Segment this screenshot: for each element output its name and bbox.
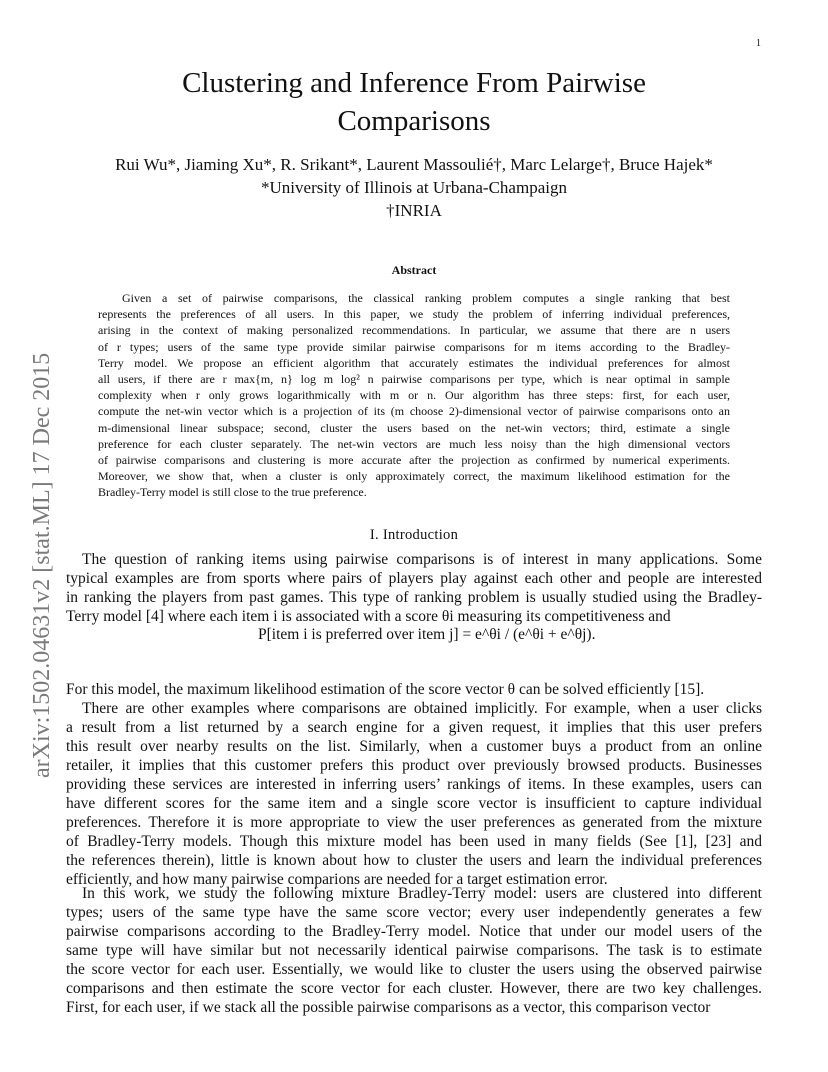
abstract-line: complexity when r only grows logarithmically with m or n. Our algorithm has three steps: first, for each user,: [98, 388, 730, 403]
intro-paragraph-1: [66, 550, 762, 626]
body-line: a result from a list returned by a search engine for a given request, it implies that this user prefers: [66, 719, 762, 736]
intro-paragraph-3: [66, 699, 762, 889]
abstract-line: represents the preferences of all users. In this paper, we study the problem of inferring individual preferences,: [98, 307, 730, 322]
body-line: same type will have similar but not necessarily identical pairwise comparisons. The task is to estimate: [66, 942, 762, 959]
abstract-line: preference for each cluster separately. The net-win vectors are much less noisy than the high dimensional vectors: [98, 436, 730, 451]
body-line: In this work, we study the following mixture Bradley-Terry model: users are clustered into different: [82, 885, 762, 902]
intro-paragraph-4: [66, 884, 762, 1017]
author-list: Rui Wu*, Jiaming Xu*, R. Srikant*, Laurent Massoulié†, Marc Lelarge†, Bruce Hajek*: [115, 155, 713, 174]
abstract-body: [98, 290, 730, 501]
body-line: typical examples are from sports where pairs of players play against each other and people are interested: [66, 570, 762, 587]
body-line: types; users of the same type have the same score vector; every user independently generates a few: [66, 904, 762, 921]
body-line: Terry model [4] where each item i is associated with a score θi measuring its competitiveness and: [66, 608, 671, 625]
body-line: For this model, the maximum likelihood estimation of the score vector θ can be solved efficiently [15].: [66, 681, 705, 698]
abstract-line: Given a set of pairwise comparisons, the classical ranking problem computes a single ranking that best: [122, 291, 730, 305]
abstract-heading: Abstract: [391, 263, 437, 277]
abstract-line: Terry model. We propose an efficient algorithm that accurately estimates the individual preferences for almost: [98, 355, 730, 370]
title-line-1: Clustering and Inference From Pairwise: [182, 67, 646, 99]
section-heading-introduction: I. Introduction: [369, 527, 459, 543]
body-line: this result over nearby results on the list. Similarly, when a customer buys a product from an online: [66, 738, 762, 755]
abstract-line: arising in the context of making personalized recommendations. In particular, we assume that there are n users: [98, 323, 730, 338]
body-line: providing these services are interested in inferring users’ rankings of items. In these examples, users can: [66, 776, 762, 793]
body-line: comparisons and then estimate the score vector for each cluster. However, there are two key challenges.: [66, 980, 762, 997]
body-line: First, for each user, if we stack all the possible pairwise comparisons as a vector, this comparison vector: [66, 999, 711, 1016]
body-line: pairwise comparisons according to the Bradley-Terry model. Notice that under our model users of the: [66, 923, 762, 940]
body-line: in ranking the players from past games. This type of ranking problem is usually studied using the Bradley-: [66, 589, 762, 606]
body-line: preferences. Therefore it is more appropriate to view the user preferences as generated from the mixture: [66, 814, 762, 831]
abstract-line: Bradley-Terry model is still close to the true preference.: [98, 485, 367, 500]
affiliation-illinois: *University of Illinois at Urbana-Champaign: [261, 178, 567, 197]
body-line: of Bradley-Terry models. Though this mixture model has been used in many fields (See [1], [23] and: [66, 833, 762, 850]
page-number: 1: [756, 38, 761, 49]
abstract-line: compute the net-win vector which is a projection of its (m choose 2)-dimensional vector of pairwise comparisons onto an: [98, 404, 730, 419]
intro-paragraph-2: [66, 680, 762, 699]
abstract-line: all users, if there are r max{m, n} log m log² n pairwise comparisons per type, which is near optimal in sample: [98, 372, 730, 387]
body-line: retailer, it implies that this customer prefers this product over previously browsed products. Businesses: [66, 757, 762, 774]
body-line: have different scores for the same item and a single score vector is insufficient to capture individual: [66, 795, 762, 812]
arxiv-identifier: arXiv:1502.04631v2 [stat.ML] 17 Dec 2015: [29, 352, 55, 778]
paper-title: [90, 64, 738, 140]
body-line: the references therein), little is known about how to cluster the users and learn the individual preferences: [66, 852, 762, 869]
body-line: The question of ranking items using pairwise comparisons is of interest in many applications. Some: [82, 551, 762, 568]
affiliation-inria: †INRIA: [386, 201, 442, 220]
title-line-2: Comparisons: [337, 105, 491, 137]
bradley-terry-equation: P[item i is preferred over item j] = e^θi / (e^θi + e^θj).: [258, 626, 596, 643]
abstract-line: m-dimensional linear subspace; second, cluster the users based on the net-win vectors; third, estimate a single: [98, 420, 730, 435]
body-line: the score vector for each user. Essentially, we would like to cluster the users using the observed pairwise: [66, 961, 762, 978]
abstract-line: Moreover, we show that, when a cluster is only approximately correct, the maximum likelihood estimation for the: [98, 469, 730, 484]
abstract-line: of pairwise comparisons and clustering is more accurate after the projection as confirmed by numerical experiments.: [98, 453, 730, 468]
abstract-line: of r types; users of the same type provide similar pairwise comparisons for m items according to the Bradley-: [98, 339, 730, 354]
body-line: efficiently, and how many pairwise comparions are needed for a target estimation error.: [66, 871, 608, 888]
body-line: There are other examples where comparisons are obtained implicitly. For example, when a user clicks: [82, 700, 762, 717]
